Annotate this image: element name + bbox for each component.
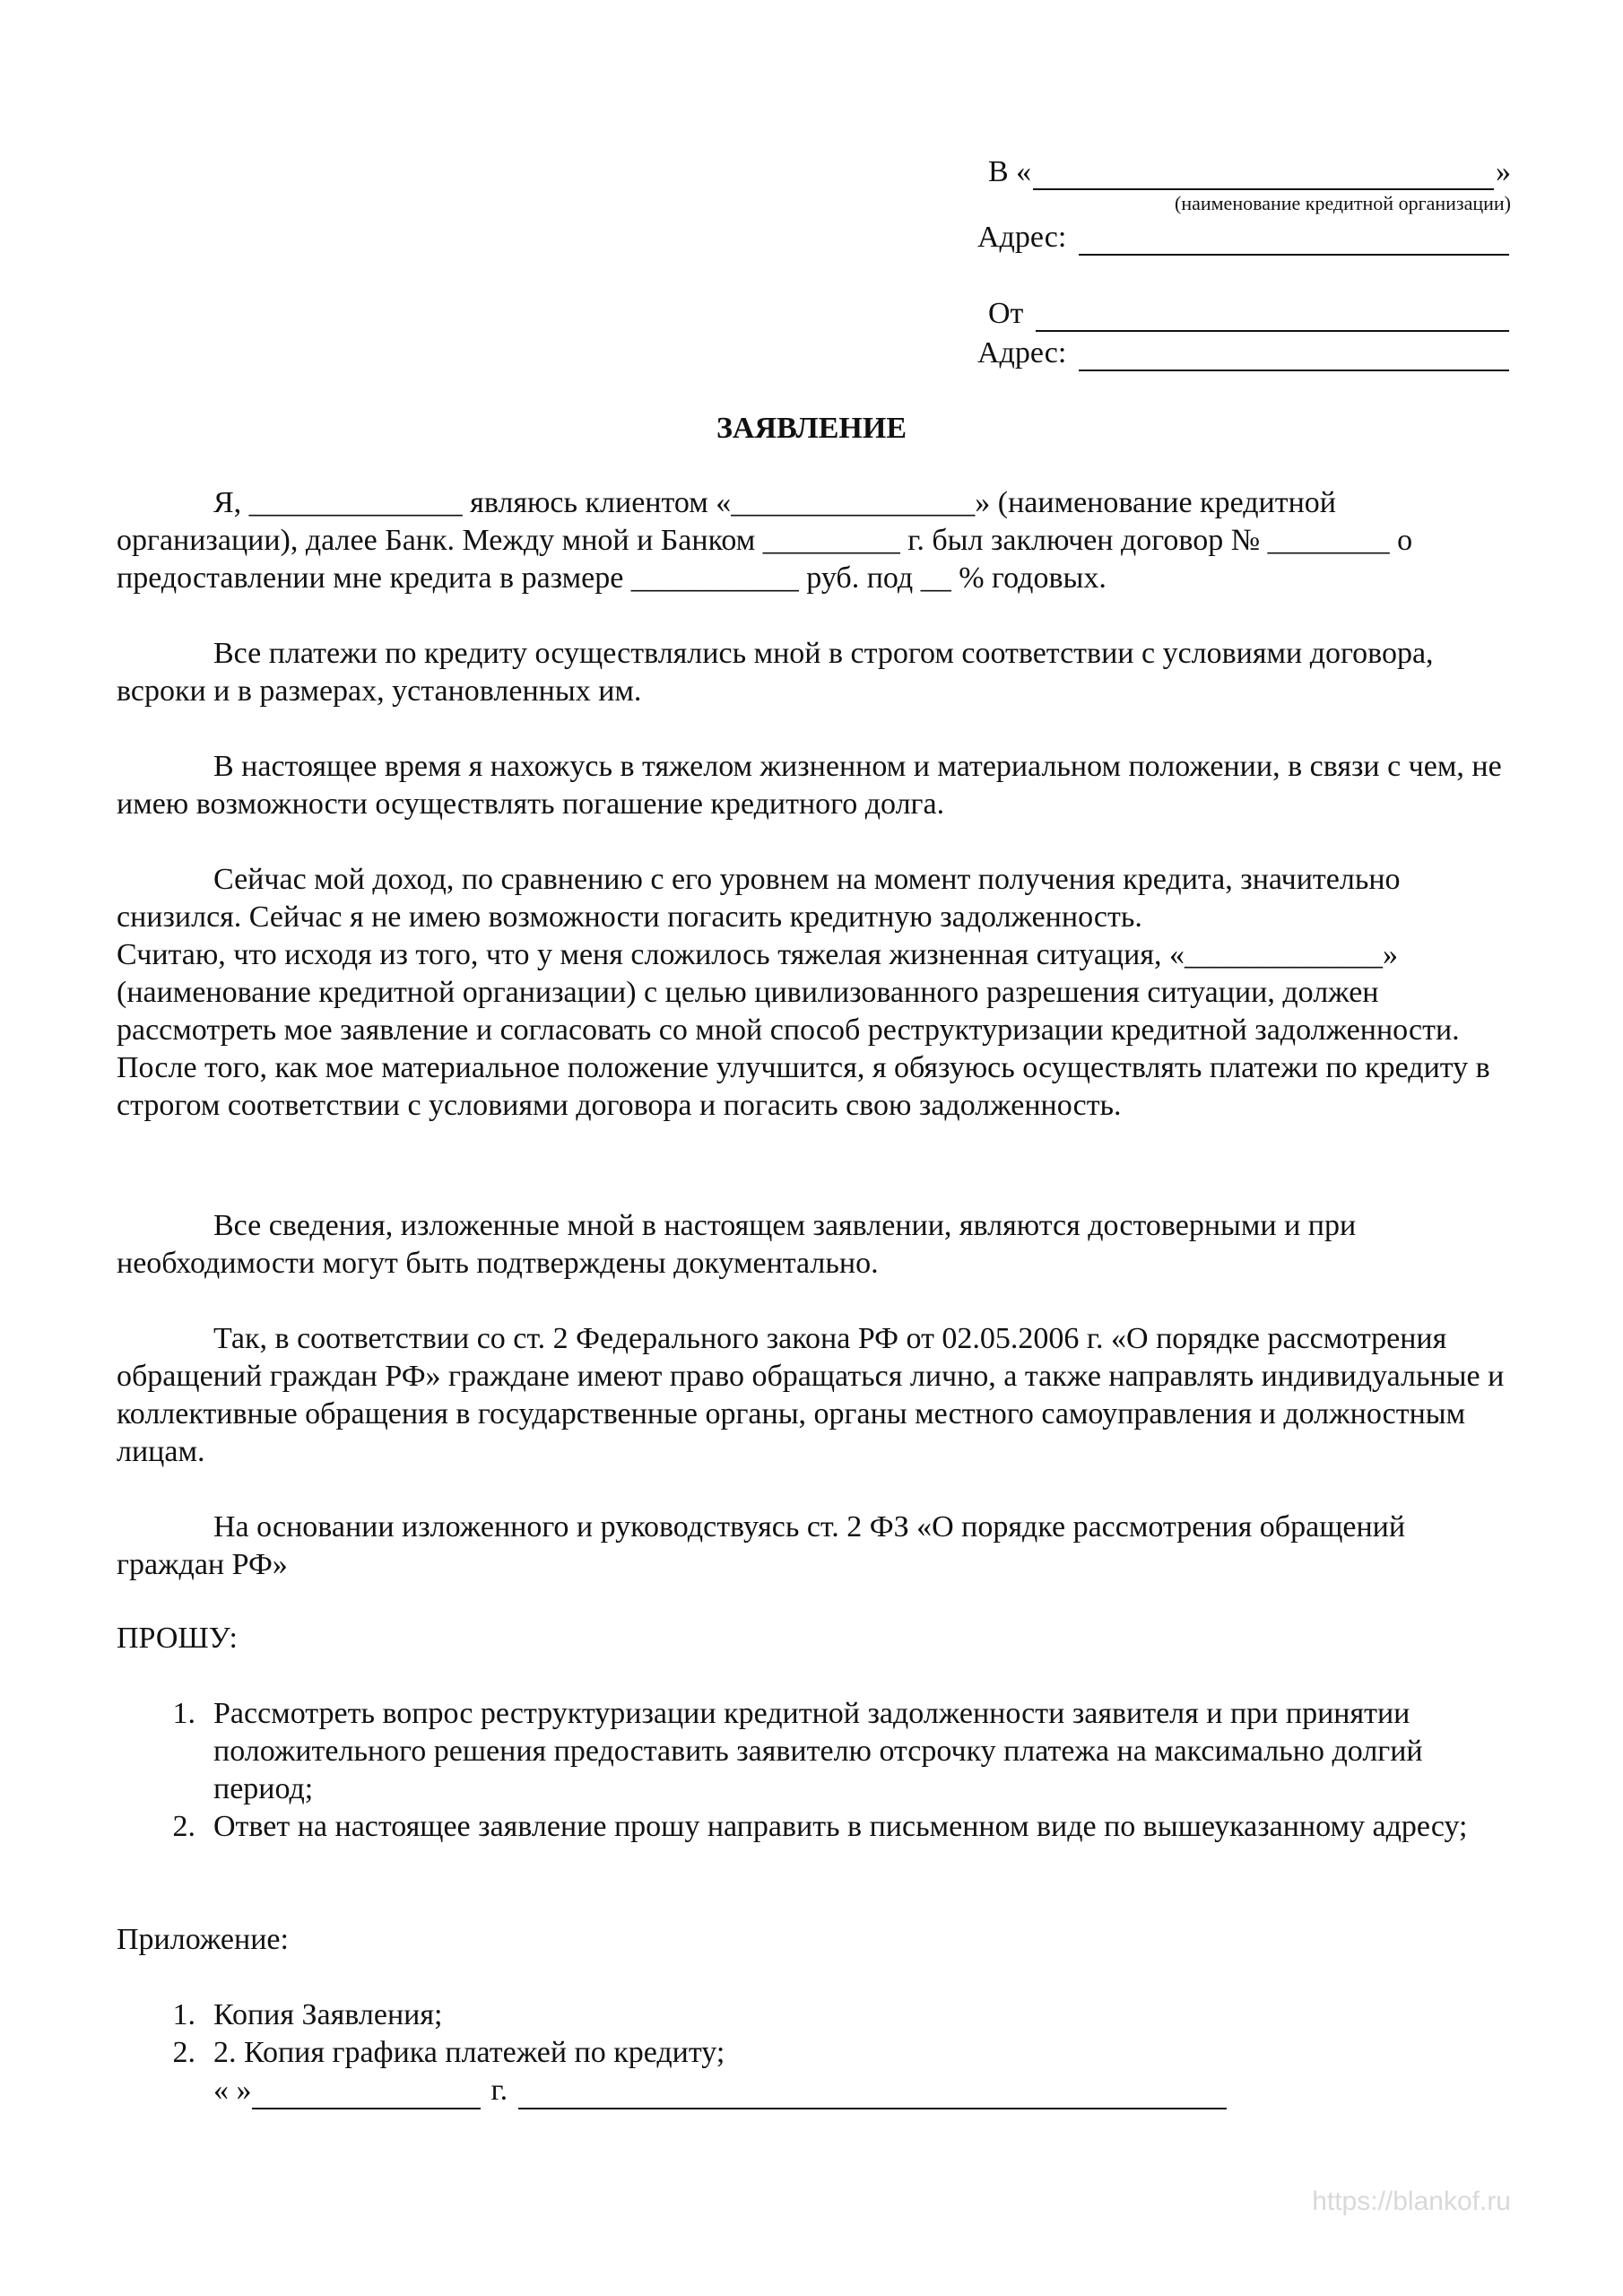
list-item-text: Копия Заявления; [213,1998,443,2031]
sender-line [977,296,1511,332]
recipient-line [977,154,1511,190]
request-list [117,1695,1506,1846]
paragraph-6-text: Так, в соответствии со ст. 2 Федерального закона РФ от 02.05.2006 г. «О порядке рассмотрения обращений граждан РФ» граждане имеют право обращаться лично, а также направлять индивидуальные и коллективные обращения в государственные органы, органы местного самоуправления и должностным лицам. [117,1322,1505,1468]
sender-address-line [977,335,1511,371]
recipient-note: (наименование кредитной организации) [1175,192,1511,214]
document-title: ЗАЯВЛЕНИЕ [716,412,907,445]
request-heading: ПРОШУ: [117,1622,238,1655]
list-item-text: Ответ на настоящее заявление прошу направить в письменном виде по вышеуказанному адресу; [213,1810,1468,1843]
sender-blank [1036,303,1509,332]
paragraph-5 [117,1207,1506,1283]
attachments-list [117,1996,1506,2072]
list-item-number: 1. [172,1697,195,1730]
paragraph-1 [117,484,1506,597]
paragraph-7 [117,1509,1506,1584]
recipient-address-blank [1079,227,1509,256]
list-item-number: 2. [172,1810,195,1843]
paragraph-2-text: Все платежи по кредиту осуществлялись мной в строгом соответствии с условиями договора, всроки и в размерах, установленных им. [117,637,1434,708]
sender-label: От [988,297,1024,330]
year-suffix: г. [490,2074,508,2107]
paragraph-7-text: На основании изложенного и руководствуясь ст. 2 ФЗ «О порядке рассмотрения обращений граждан РФ» [117,1510,1406,1581]
list-item [117,1808,1506,1846]
paragraph-6 [117,1320,1506,1471]
paragraph-4 [117,861,1506,1125]
paragraph-4b-text: Считаю, что исходя из того, что у меня сложилось тяжелая жизненная ситуация, «_____________» (наименование кредитной организации) с целью цивилизованного разрешения ситуации, должен рассмотреть мое заявление и согласовать со мной способ реструктуризации кредитной задолженности. [117,938,1460,1047]
recipient-prefix: В « [988,155,1032,188]
date-signature-line [213,2072,1227,2109]
list-item-text: 2. Копия графика платежей по кредиту; [213,2036,725,2069]
list-item-number: 2. [172,2036,195,2069]
recipient-suffix: » [1496,155,1511,188]
paragraph-5-text: Все сведения, изложенные мной в настоящем заявлении, являются достоверными и при необходимости могут быть подтверждены документально. [117,1209,1357,1280]
recipient-address-line [977,220,1511,256]
list-item [117,2034,1506,2072]
date-open: « » [213,2074,252,2107]
list-item-number: 1. [172,1998,195,2031]
paragraph-1-text: Я, ______________ являюсь клиентом «________________» (наименование кредитной организации), далее Банк. Между мной и Банком _________ г. был заключен договор № ________ о предоставлении мне кредита в размере ___________ руб. под __ % годовых. [117,486,1413,595]
signature-blank [518,2081,1227,2109]
sender-address-blank [1079,343,1509,371]
list-item [117,1695,1506,1808]
watermark: https://blankof.ru [1312,2187,1511,2216]
paragraph-4a-text: Сейчас мой доход, по сравнению с его уровнем на момент получения кредита, значительно снизился. Сейчас я не имею возможности погасить кредитную задолженность. [117,863,1401,934]
paragraph-3 [117,748,1506,823]
attachments-heading: Приложение: [117,1923,289,1956]
list-item-text: Рассмотреть вопрос реструктуризации кредитной задолженности заявителя и при принятии положительного решения предоставить заявителю отсрочку платежа на максимально долгий период; [213,1697,1423,1805]
recipient-blank [1033,161,1494,190]
list-item [117,1996,1506,2034]
date-month-blank [252,2081,481,2109]
sender-address-label: Адрес: [977,336,1067,370]
paragraph-4c-text: После того, как мое материальное положение улучшится, я обязуюсь осуществлять платежи по кредиту в строгом соответствии с условиями договора и погасить свою задолженность. [117,1051,1490,1122]
paragraph-3-text: В настоящее время я нахожусь в тяжелом жизненном и материальном положении, в связи с чем, не имею возможности осуществлять погашение кредитного долга. [117,750,1502,821]
paragraph-2 [117,635,1506,710]
recipient-address-label: Адрес: [977,221,1067,254]
